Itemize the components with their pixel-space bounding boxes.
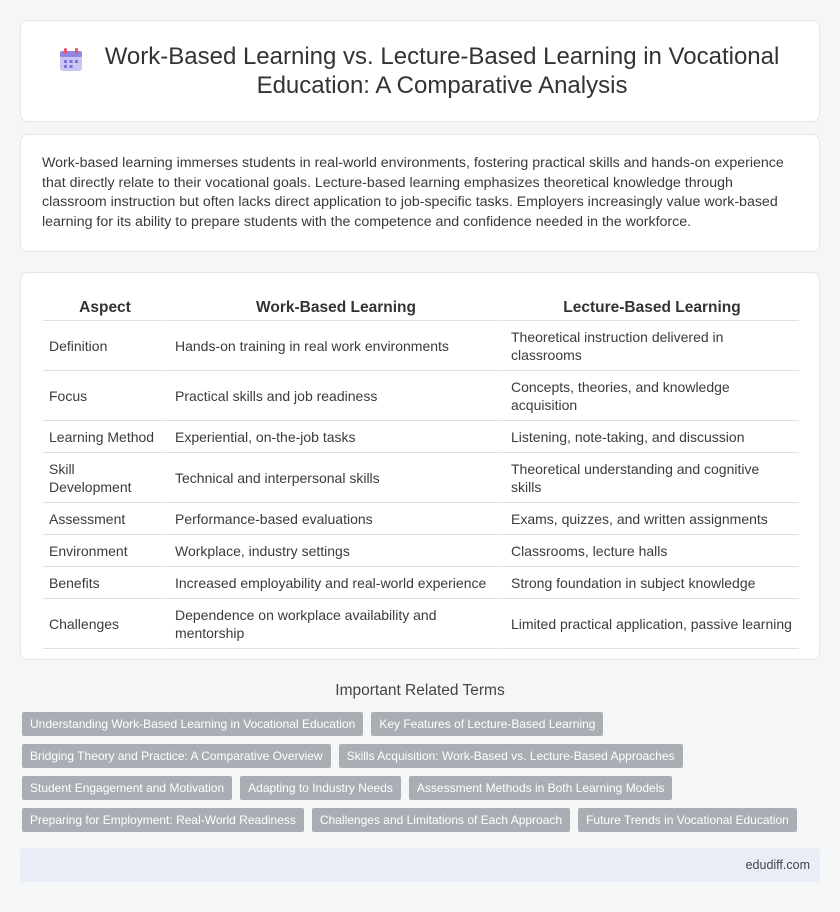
table-cell: Assessment — [43, 503, 167, 535]
table-cell: Theoretical instruction delivered in classrooms — [503, 321, 799, 371]
table-cell: Technical and interpersonal skills — [167, 453, 503, 503]
related-term-link[interactable]: Student Engagement and Motivation — [22, 776, 232, 800]
related-term-link[interactable]: Adapting to Industry Needs — [240, 776, 401, 800]
footer — [20, 848, 820, 882]
tag-row — [22, 776, 822, 800]
table-cell: Increased employability and real-world experience — [167, 567, 503, 599]
table-cell: Definition — [43, 321, 167, 371]
table-header-row — [43, 295, 799, 321]
related-term-link[interactable]: Assessment Methods in Both Learning Models — [409, 776, 672, 800]
table-cell: Classrooms, lecture halls — [503, 535, 799, 567]
table-cell: Benefits — [43, 567, 167, 599]
table-cell: Practical skills and job readiness — [167, 371, 503, 421]
table-cell: Concepts, theories, and knowledge acquisition — [503, 371, 799, 421]
table-row — [43, 371, 799, 421]
table-cell: Exams, quizzes, and written assignments — [503, 503, 799, 535]
table-cell: Limited practical application, passive learning — [503, 599, 799, 649]
intro-paragraph: Work-based learning immerses students in real-world environments, fostering practical skills and hands-on experience that directly relate to their vocational goals. Lecture-based learning emphasizes theoretical knowledge through classroom instruction but often lacks direct application to job-specific tasks. Employers increasingly value work-based learning for its ability to prepare students with the competence and confidence needed in the workforce. — [42, 155, 784, 230]
table-cell: Focus — [43, 371, 167, 421]
table-cell: Challenges — [43, 599, 167, 649]
table-cell: Strong foundation in subject knowledge — [503, 567, 799, 599]
column-header-lecture-based: Lecture-Based Learning — [503, 295, 799, 321]
related-term-link[interactable]: Preparing for Employment: Real-World Readiness — [22, 808, 304, 832]
table-row — [43, 421, 799, 453]
table-row — [43, 321, 799, 371]
related-term-link[interactable]: Understanding Work-Based Learning in Vocational Education — [22, 712, 363, 736]
comparison-table-card — [20, 272, 820, 660]
related-term-link[interactable]: Challenges and Limitations of Each Approach — [312, 808, 570, 832]
intro-card — [20, 134, 820, 252]
table-cell: Dependence on workplace availability and mentorship — [167, 599, 503, 649]
column-header-aspect: Aspect — [43, 295, 167, 321]
tag-row — [22, 808, 822, 832]
table-row — [43, 599, 799, 649]
table-cell: Theoretical understanding and cognitive skills — [503, 453, 799, 503]
footer-brand-link[interactable]: edudiff.com — [745, 858, 810, 872]
table-cell: Experiential, on-the-job tasks — [167, 421, 503, 453]
table-cell: Learning Method — [43, 421, 167, 453]
comparison-table — [43, 295, 799, 649]
related-term-link[interactable]: Skills Acquisition: Work-Based vs. Lecture-Based Approaches — [339, 744, 683, 768]
related-term-link[interactable]: Future Trends in Vocational Education — [578, 808, 797, 832]
related-term-link[interactable]: Key Features of Lecture-Based Learning — [371, 712, 603, 736]
table-row — [43, 453, 799, 503]
related-terms-list — [22, 712, 822, 840]
calendar-icon — [58, 47, 84, 73]
column-header-work-based: Work-Based Learning — [167, 295, 503, 321]
table-row — [43, 503, 799, 535]
table-row — [43, 535, 799, 567]
header-card — [20, 20, 820, 122]
table-cell: Workplace, industry settings — [167, 535, 503, 567]
table-cell: Performance-based evaluations — [167, 503, 503, 535]
table-row — [43, 567, 799, 599]
page-title: Work-Based Learning vs. Lecture-Based Learning in Vocational Education: A Comparative Analysis — [104, 43, 780, 99]
table-cell: Environment — [43, 535, 167, 567]
tag-row — [22, 744, 822, 768]
tag-row — [22, 712, 822, 736]
related-terms-heading: Important Related Terms — [335, 682, 505, 699]
table-cell: Hands-on training in real work environments — [167, 321, 503, 371]
table-cell: Listening, note-taking, and discussion — [503, 421, 799, 453]
table-cell: Skill Development — [43, 453, 167, 503]
related-term-link[interactable]: Bridging Theory and Practice: A Comparative Overview — [22, 744, 331, 768]
